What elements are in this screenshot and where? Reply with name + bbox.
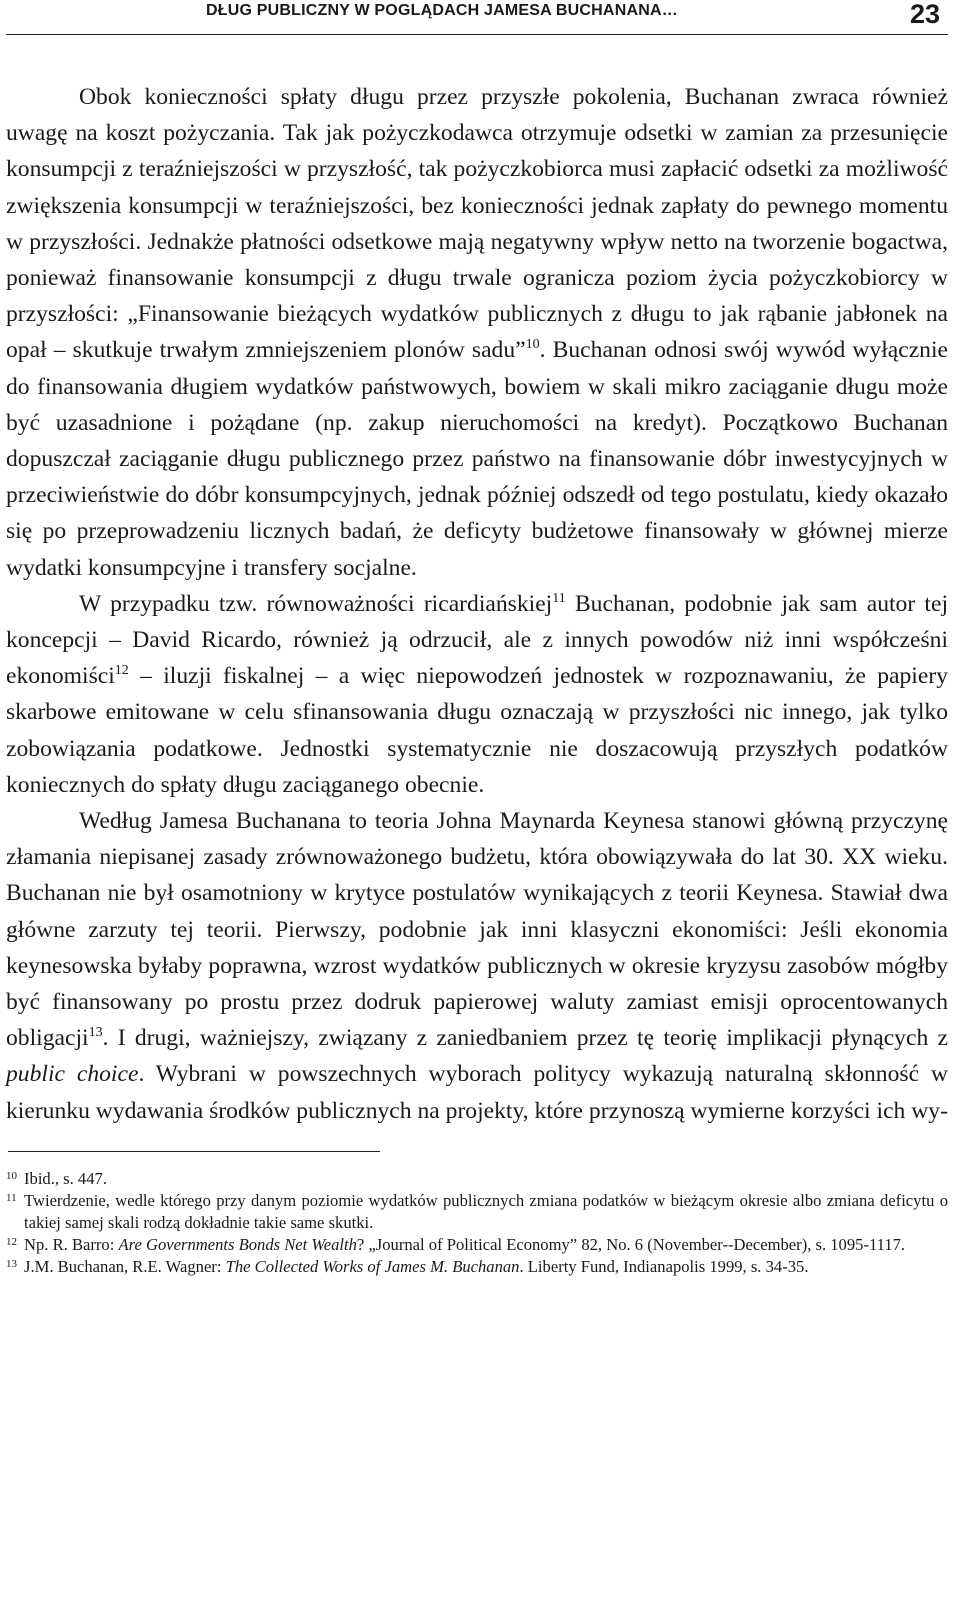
paragraph-2 bbox=[6, 586, 948, 803]
paragraph-2-text-b: Buchanan, podobnie jak sam autor tej koncepcji – David Ricardo, również ją odrzucił, ale z innych powodów niż inni współcześni ekonomiści bbox=[6, 590, 949, 690]
footnote-13 bbox=[6, 1256, 948, 1278]
footnote-10 bbox=[6, 1168, 948, 1190]
paragraph-3-italic-term: public choice bbox=[6, 1061, 139, 1088]
footnote-text: Twierdzenie, wedle którego przy danym poziomie wydatków publicznych zmiana podatków w bieżącym okresie albo zmiana deficytu o takiej samej skali rodzą dokładnie takie same skutki. bbox=[24, 1190, 948, 1232]
footnote-11 bbox=[6, 1190, 948, 1234]
footnote-italic-title: The Collected Works of James M. Buchanan bbox=[225, 1256, 520, 1276]
footnote-ref-13: 13 bbox=[88, 1025, 103, 1041]
footnote-ref-11: 11 bbox=[552, 590, 566, 606]
paragraph-1 bbox=[6, 79, 948, 586]
page-number: 23 bbox=[909, 0, 940, 29]
paragraph-3-text-c: . Wybrani w powszechnych wyborach politycy wykazują naturalną skłonność w kierunku wydawania środków publicznych na projekty, które przynoszą wymierne korzyści ich wy- bbox=[6, 1061, 948, 1124]
paragraph-3-text-b: . I drugi, ważniejszy, związany z zaniedbaniem przez tę teorię implikacji płynących z bbox=[102, 1025, 948, 1052]
paragraph-3-text-a: Według Jamesa Buchanana to teoria Johna Maynarda Keynesa stanowi główną przyczynę złamania niepisanej zasady zrównoważonego budżetu, która obowiązywała do lat 30. XX wieku. Buchanan nie był osamotniony w krytyce postulatów wynikających z teorii Keynesa. Stawiał dwa główne zarzuty tej teorii. Pierwszy, podobnie jak inni klasyczni ekonomiści: Jeśli ekonomia keynesowska byłaby poprawna, wzrost wydatków publicznych w okresie kryzysu zasobów mógłby być finansowany po prostu przez dodruk papierowej waluty zamiast emisji oprocentowanych obligacji bbox=[6, 808, 948, 1052]
footnotes bbox=[6, 1168, 948, 1278]
footnote-text: Ibid., s. 447. bbox=[24, 1168, 107, 1188]
footnote-mark: 12 bbox=[6, 1235, 17, 1248]
paragraph-2-text-a: W przypadku tzw. równoważności ricardiańskiej bbox=[79, 590, 553, 617]
footnote-12 bbox=[6, 1234, 948, 1256]
footnote-text-pre: J.M. Buchanan, R.E. Wagner: bbox=[24, 1256, 226, 1276]
footnote-text-pre: Np. R. Barro: bbox=[24, 1234, 119, 1254]
footnote-ref-10: 10 bbox=[525, 337, 540, 353]
footnote-ref-12: 12 bbox=[114, 663, 129, 679]
footnote-italic-title: Are Governments Bonds Net Wealth bbox=[118, 1234, 357, 1254]
footnote-text-post: . Liberty Fund, Indianapolis 1999, s. 34-35. bbox=[519, 1256, 809, 1276]
footnote-text-post: ? „Journal of Political Economy” 82, No. 6 (November-‑December), s. 1095-1117. bbox=[356, 1234, 906, 1254]
footnote-separator bbox=[8, 1151, 380, 1152]
paragraph-1-text-b: . Buchanan odnosi swój wywód wyłącznie do finansowania długiem wydatków państwowych, bowiem w skali mikro zaciąganie długu może być uzasadnione i pożądane (np. zakup nieruchomości na kredyt). Początkowo Buchanan dopuszczał zaciąganie długu publicznego przez państwo na finansowanie dóbr inwestycyjnych w przeciwieństwie do dóbr konsumpcyjnych, jednak później odszedł od tego postulatu, kiedy okazało się po przeprowadzeniu licznych badań, że deficyty budżetowe finansowały w głównej mierze wydatki konsumpcyjne i transfery socjalne. bbox=[6, 337, 948, 581]
body-text bbox=[6, 79, 948, 1129]
paragraph-3 bbox=[6, 803, 948, 1129]
paragraph-2-text-c: – iluzji fiskalnej – a więc niepowodzeń jednostek w rozpoznawaniu, że papiery skarbowe emitowane w celu sfinansowania długu oznaczają w przyszłości nic innego, jak tylko zobowiązania podatkowe. Jednostki systematycznie nie doszacowują przyszłych podatków koniecznych do spłaty długu zaciąganego obecnie. bbox=[6, 663, 948, 798]
footnote-mark: 13 bbox=[6, 1257, 17, 1270]
paragraph-1-text-a: Obok konieczności spłaty długu przez przyszłe pokolenia, Buchanan zwraca również uwagę na koszt pożyczania. Tak jak pożyczkodawca otrzymuje odsetki w zamian za przesunięcie konsumpcji z teraźniejszości w przyszłość, tak pożyczkobiorca musi zapłacić odsetki za możliwość zwiększenia konsumpcji w teraźniejszości, bez konieczności jednak zapłaty do pewnego momentu w przyszłości. Jednakże płatności odsetkowe mają negatywny wpływ netto na tworzenie bogactwa, ponieważ finansowanie konsumpcji z długu trwale ogranicza poziom życia pożyczkobiorcy w przyszłości: „Finansowanie bieżących wydatków publicznych z długu to jak rąbanie jabłonek na opał – skutkuje trwałym zmniejszeniem plonów sadu” bbox=[6, 84, 948, 364]
running-title: DŁUG PUBLICZNY W POGLĄDACH JAMESA BUCHANANA… bbox=[206, 2, 678, 19]
running-header bbox=[6, 0, 948, 35]
footnote-mark: 10 bbox=[6, 1169, 17, 1182]
footnote-mark: 11 bbox=[6, 1191, 17, 1204]
